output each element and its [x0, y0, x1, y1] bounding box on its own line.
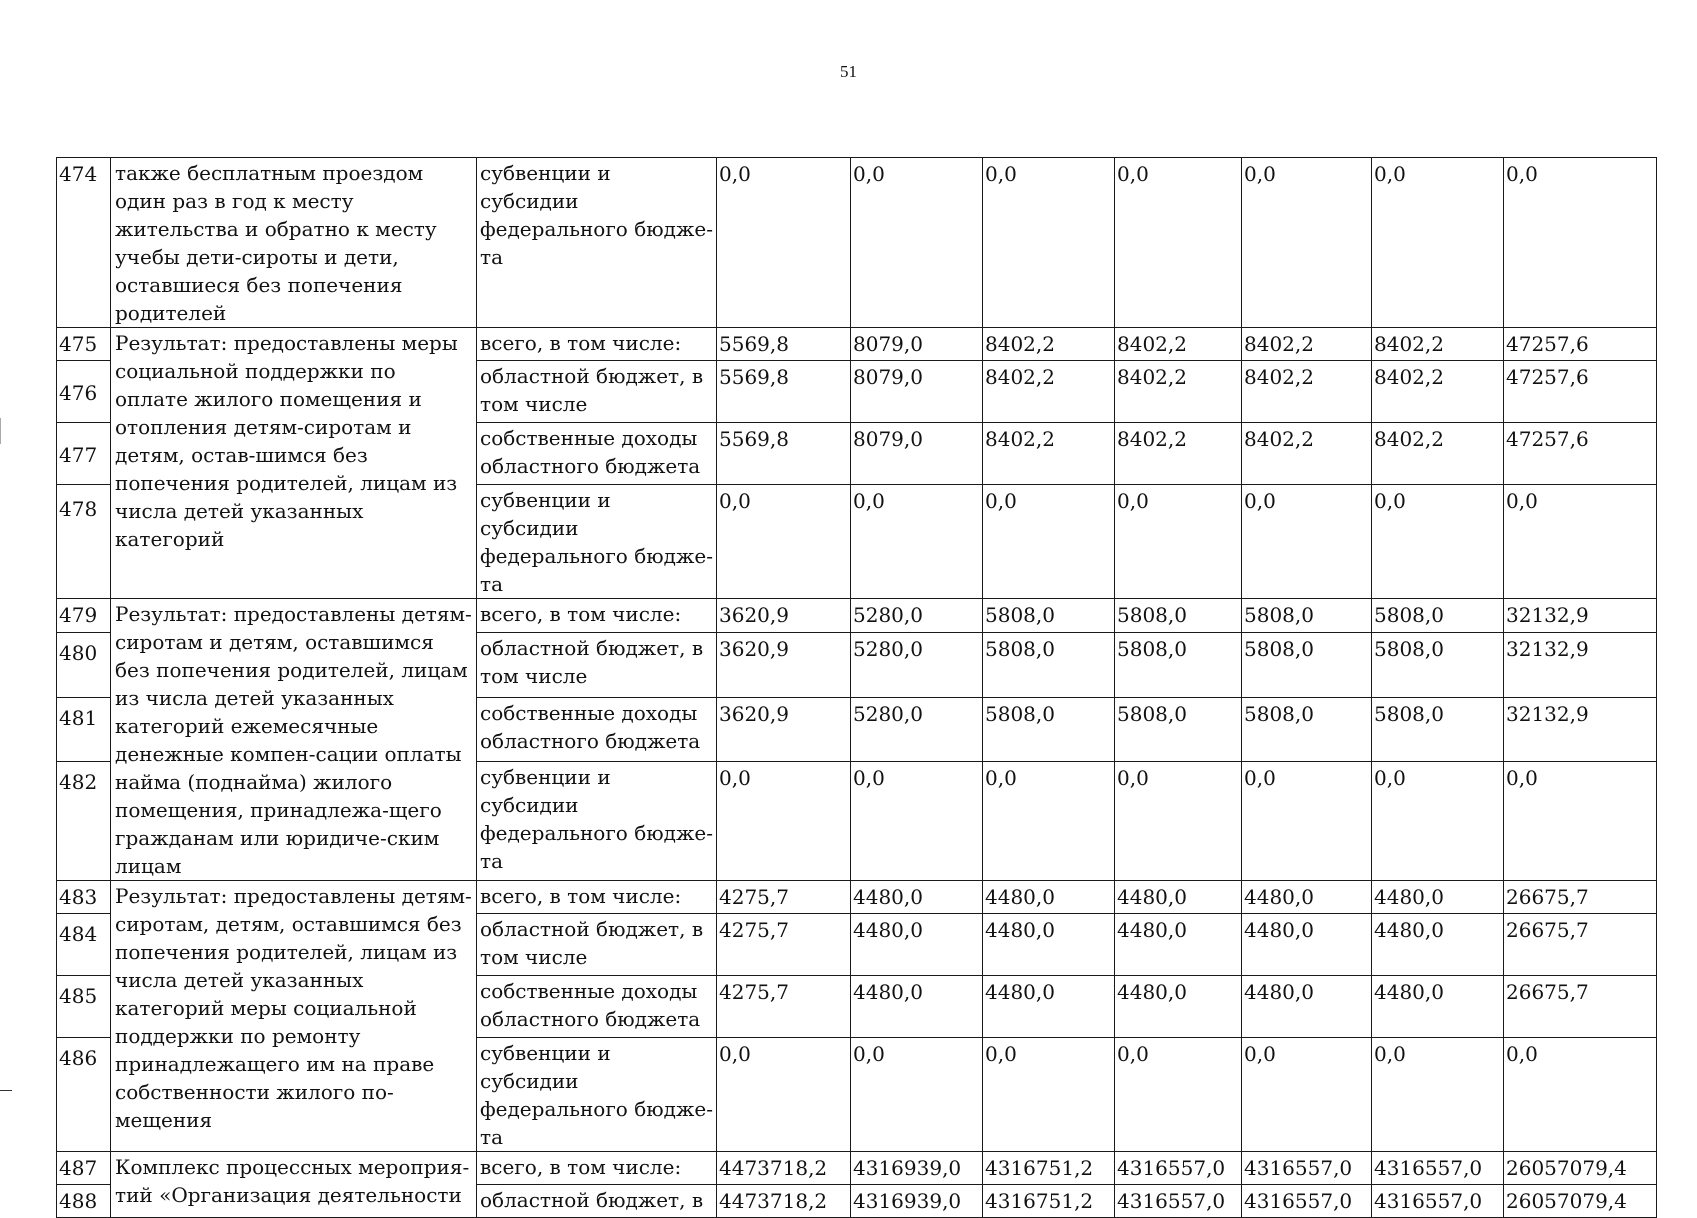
- value-cell: 4480,0: [1242, 881, 1372, 914]
- value-cell: 8402,2: [1372, 328, 1504, 361]
- row-number: 477: [57, 423, 111, 485]
- value-cell: 0,0: [1242, 158, 1372, 328]
- row-number: 476: [57, 361, 111, 423]
- funding-source: собственные доходы областного бюджета: [477, 423, 717, 485]
- row-number: 486: [57, 1038, 111, 1152]
- value-cell: 4316557,0: [1242, 1152, 1372, 1185]
- value-cell: 8402,2: [983, 328, 1115, 361]
- value-cell: 8402,2: [1115, 361, 1242, 423]
- table-row: [57, 328, 1657, 361]
- value-cell: 5808,0: [1115, 633, 1242, 698]
- value-cell: 0,0: [983, 1038, 1115, 1152]
- value-cell: 4480,0: [1115, 914, 1242, 976]
- value-total-cell: 26057079,4: [1504, 1185, 1657, 1218]
- table-row: [57, 1152, 1657, 1185]
- row-description: Результат: предоставлены меры социальной поддержки по оплате жилого помещения и отопления детям-сиротам и детям, остав-шимся без попечения родителей, лицам из числа детей указанных категорий: [111, 328, 477, 599]
- row-number: 485: [57, 976, 111, 1038]
- value-cell: 4480,0: [983, 881, 1115, 914]
- value-cell: 8079,0: [851, 328, 983, 361]
- value-cell: 4275,7: [717, 976, 851, 1038]
- value-cell: 3620,9: [717, 599, 851, 633]
- value-cell: 5808,0: [1372, 599, 1504, 633]
- value-cell: 8402,2: [1372, 361, 1504, 423]
- value-cell: 4480,0: [983, 914, 1115, 976]
- value-cell: 4480,0: [1372, 914, 1504, 976]
- value-cell: 0,0: [1372, 485, 1504, 599]
- value-cell: 4480,0: [851, 881, 983, 914]
- value-cell: 5808,0: [1372, 697, 1504, 762]
- row-number: 474: [57, 158, 111, 328]
- value-cell: 5808,0: [983, 633, 1115, 698]
- value-cell: 0,0: [1372, 158, 1504, 328]
- value-total-cell: 32132,9: [1504, 599, 1657, 633]
- funding-source: всего, в том числе:: [477, 328, 717, 361]
- value-cell: 0,0: [1372, 1038, 1504, 1152]
- scan-artifact-mark: [0, 418, 5, 444]
- value-cell: 4316557,0: [1242, 1185, 1372, 1218]
- value-cell: 4316557,0: [1372, 1185, 1504, 1218]
- funding-source: областной бюджет, в том числе: [477, 633, 717, 698]
- value-cell: 5808,0: [1242, 697, 1372, 762]
- value-cell: 8402,2: [1115, 328, 1242, 361]
- value-cell: 3620,9: [717, 697, 851, 762]
- value-cell: 4316939,0: [851, 1152, 983, 1185]
- row-number: 488: [57, 1185, 111, 1218]
- value-cell: 0,0: [851, 762, 983, 881]
- value-cell: 0,0: [717, 1038, 851, 1152]
- value-cell: 4275,7: [717, 881, 851, 914]
- value-total-cell: 0,0: [1504, 485, 1657, 599]
- value-cell: 4316557,0: [1115, 1152, 1242, 1185]
- value-cell: 0,0: [1115, 158, 1242, 328]
- table-row: [57, 158, 1657, 328]
- value-cell: 4275,7: [717, 914, 851, 976]
- row-number: 487: [57, 1152, 111, 1185]
- value-cell: 0,0: [1115, 1038, 1242, 1152]
- margin-mark: [0, 1090, 12, 1091]
- value-total-cell: 47257,6: [1504, 423, 1657, 485]
- value-cell: 0,0: [1242, 762, 1372, 881]
- value-cell: 0,0: [717, 762, 851, 881]
- value-cell: 5808,0: [983, 599, 1115, 633]
- row-number: 481: [57, 697, 111, 762]
- funding-source: собственные доходы областного бюджета: [477, 976, 717, 1038]
- funding-source: субвенции и субсидии федерального бюдже-та: [477, 762, 717, 881]
- value-cell: 8402,2: [1242, 361, 1372, 423]
- page-number: 51: [840, 62, 857, 81]
- funding-source: областной бюджет, в том числе: [477, 361, 717, 423]
- row-number: 483: [57, 881, 111, 914]
- value-cell: 0,0: [1242, 485, 1372, 599]
- value-cell: 0,0: [1115, 485, 1242, 599]
- value-total-cell: 0,0: [1504, 1038, 1657, 1152]
- table-row: [57, 599, 1657, 633]
- row-number: 484: [57, 914, 111, 976]
- value-cell: 4473718,2: [717, 1185, 851, 1218]
- value-total-cell: 26675,7: [1504, 881, 1657, 914]
- row-description: Результат: предоставлены детям-сиротам, детям, оставшимся без попечения родителей, лицам из числа детей указанных категорий меры социальной поддержки по ремонту принадлежащего им на праве собственности жилого по-мещения: [111, 881, 477, 1152]
- funding-source: субвенции и субсидии федерального бюдже-та: [477, 1038, 717, 1152]
- funding-source: субвенции и субсидии федерального бюдже-та: [477, 158, 717, 328]
- value-cell: 8079,0: [851, 423, 983, 485]
- value-cell: 4480,0: [1242, 914, 1372, 976]
- value-cell: 4316557,0: [1372, 1152, 1504, 1185]
- value-cell: 5808,0: [1242, 633, 1372, 698]
- value-cell: 5808,0: [1372, 633, 1504, 698]
- row-description: Результат: предоставлены детям-сиротам и детям, оставшимся без попечения родителей, лицам из числа детей указанных категорий ежемесячные денежные компен-сации оплаты найма (поднайма) жилого помещения, принадлежа-щего гражданам или юридиче-ским лицам: [111, 599, 477, 881]
- value-cell: 0,0: [851, 158, 983, 328]
- row-number: 479: [57, 599, 111, 633]
- value-cell: 5569,8: [717, 423, 851, 485]
- value-cell: 0,0: [851, 485, 983, 599]
- value-cell: 0,0: [983, 485, 1115, 599]
- value-total-cell: 0,0: [1504, 762, 1657, 881]
- value-total-cell: 26057079,4: [1504, 1152, 1657, 1185]
- funding-source: всего, в том числе:: [477, 881, 717, 914]
- value-cell: 4316939,0: [851, 1185, 983, 1218]
- value-cell: 4480,0: [983, 976, 1115, 1038]
- value-cell: 4480,0: [851, 914, 983, 976]
- row-number: 482: [57, 762, 111, 881]
- value-cell: 4480,0: [1115, 976, 1242, 1038]
- value-cell: 0,0: [983, 158, 1115, 328]
- value-cell: 8079,0: [851, 361, 983, 423]
- value-cell: 4480,0: [1372, 881, 1504, 914]
- value-cell: 4316751,2: [983, 1152, 1115, 1185]
- budget-table: [56, 157, 1657, 1218]
- value-cell: 4316557,0: [1115, 1185, 1242, 1218]
- funding-source: субвенции и субсидии федерального бюдже-та: [477, 485, 717, 599]
- funding-source: всего, в том числе:: [477, 1152, 717, 1185]
- value-total-cell: 26675,7: [1504, 914, 1657, 976]
- row-number: 478: [57, 485, 111, 599]
- row-number: 475: [57, 328, 111, 361]
- row-number: 480: [57, 633, 111, 698]
- value-cell: 4480,0: [1115, 881, 1242, 914]
- row-description: также бесплатным проездом один раз в год к месту жительства и обратно к месту учебы дети-сироты и дети, оставшиеся без попечения родителей: [111, 158, 477, 328]
- value-cell: 5280,0: [851, 599, 983, 633]
- value-cell: 5569,8: [717, 328, 851, 361]
- value-cell: 0,0: [983, 762, 1115, 881]
- value-cell: 0,0: [1115, 762, 1242, 881]
- value-cell: 0,0: [717, 158, 851, 328]
- value-cell: 3620,9: [717, 633, 851, 698]
- value-total-cell: 47257,6: [1504, 328, 1657, 361]
- value-cell: 5808,0: [1115, 599, 1242, 633]
- value-cell: 4473718,2: [717, 1152, 851, 1185]
- value-cell: 0,0: [1242, 1038, 1372, 1152]
- value-cell: 5808,0: [1242, 599, 1372, 633]
- row-description: Комплекс процессных мероприя-тий «Организация деятельности: [111, 1152, 477, 1218]
- funding-source: областной бюджет, в том числе: [477, 914, 717, 976]
- value-cell: 4316751,2: [983, 1185, 1115, 1218]
- value-total-cell: 32132,9: [1504, 633, 1657, 698]
- value-cell: 8402,2: [1372, 423, 1504, 485]
- value-cell: 4480,0: [851, 976, 983, 1038]
- value-cell: 5280,0: [851, 697, 983, 762]
- value-cell: 5808,0: [1115, 697, 1242, 762]
- value-cell: 8402,2: [983, 361, 1115, 423]
- funding-source: всего, в том числе:: [477, 599, 717, 633]
- value-cell: 0,0: [717, 485, 851, 599]
- value-cell: 0,0: [851, 1038, 983, 1152]
- value-total-cell: 47257,6: [1504, 361, 1657, 423]
- value-cell: 5280,0: [851, 633, 983, 698]
- funding-source: собственные доходы областного бюджета: [477, 697, 717, 762]
- value-cell: 8402,2: [983, 423, 1115, 485]
- value-total-cell: 26675,7: [1504, 976, 1657, 1038]
- value-cell: 8402,2: [1242, 328, 1372, 361]
- value-cell: 8402,2: [1115, 423, 1242, 485]
- value-cell: 5569,8: [717, 361, 851, 423]
- value-cell: 8402,2: [1242, 423, 1372, 485]
- value-cell: 4480,0: [1242, 976, 1372, 1038]
- funding-source: областной бюджет, в: [477, 1185, 717, 1218]
- value-total-cell: 0,0: [1504, 158, 1657, 328]
- value-cell: 0,0: [1372, 762, 1504, 881]
- value-cell: 4480,0: [1372, 976, 1504, 1038]
- table-row: [57, 881, 1657, 914]
- value-total-cell: 32132,9: [1504, 697, 1657, 762]
- value-cell: 5808,0: [983, 697, 1115, 762]
